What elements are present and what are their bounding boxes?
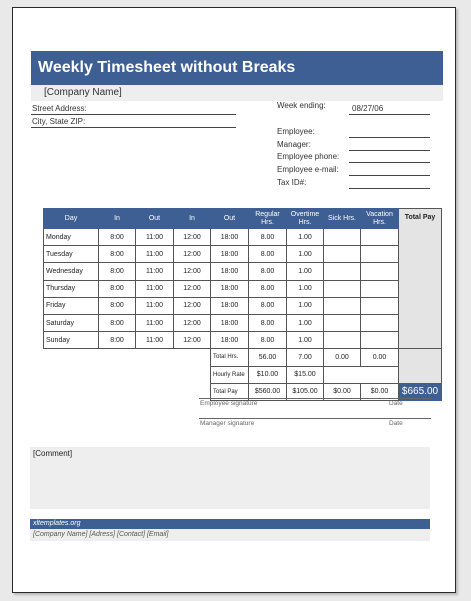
employee-signature-label: Employee signature <box>200 400 258 407</box>
employee-email-field[interactable] <box>349 175 430 176</box>
city-state-zip-label: City, State ZIP: <box>32 117 86 126</box>
overtime-hourly-rate[interactable]: $15.00 <box>287 366 324 383</box>
employee-signature-line[interactable] <box>199 398 431 407</box>
empty-cell <box>324 366 361 383</box>
regular-hrs-cell[interactable]: 8.00 <box>249 297 287 314</box>
comment-label: [Comment] <box>33 449 73 458</box>
out-1-cell[interactable]: 11:00 <box>136 246 174 263</box>
out-1-cell[interactable]: 11:00 <box>136 297 174 314</box>
empty-cell <box>44 383 99 400</box>
empty-cell <box>136 383 174 400</box>
city-state-zip-field[interactable] <box>31 127 236 128</box>
day-cell: Wednesday <box>44 263 99 280</box>
sick-hrs-cell[interactable] <box>324 246 361 263</box>
in-2-cell[interactable]: 12:00 <box>174 246 211 263</box>
empty-cell <box>99 383 136 400</box>
vacation-hrs-cell[interactable] <box>361 229 399 246</box>
in-1-cell[interactable]: 8:00 <box>99 263 136 280</box>
regular-pay: $560.00 <box>249 383 287 400</box>
empty-cell <box>174 366 211 383</box>
in-2-cell[interactable]: 12:00 <box>174 280 211 297</box>
overtime-hrs-cell[interactable]: 1.00 <box>287 297 324 314</box>
table-header-row <box>44 209 442 229</box>
total-pay-column-body <box>399 349 442 366</box>
sick-pay: $0.00 <box>324 383 361 400</box>
header-vacation-hrs: Vacation Hrs. <box>361 209 399 229</box>
in-2-cell[interactable]: 12:00 <box>174 263 211 280</box>
out-1-cell[interactable]: 11:00 <box>136 263 174 280</box>
total-pay-label: Total Pay <box>211 383 249 400</box>
regular-hrs-cell[interactable]: 8.00 <box>249 229 287 246</box>
in-2-cell[interactable]: 12:00 <box>174 297 211 314</box>
grand-total-pay: $665.00 <box>399 383 442 400</box>
total-regular-hrs: 56.00 <box>249 349 287 366</box>
out-1-cell[interactable]: 11:00 <box>136 314 174 331</box>
out-2-cell[interactable]: 18:00 <box>211 314 249 331</box>
overtime-hrs-cell[interactable]: 1.00 <box>287 263 324 280</box>
table-row <box>44 280 442 297</box>
total-hrs-label: Total Hrs. <box>211 349 249 366</box>
header-day: Day <box>44 209 99 229</box>
overtime-hrs-cell[interactable]: 1.00 <box>287 246 324 263</box>
out-2-cell[interactable]: 18:00 <box>211 229 249 246</box>
in-1-cell[interactable]: 8:00 <box>99 246 136 263</box>
employee-phone-field[interactable] <box>349 162 430 163</box>
header-in-1: In <box>99 209 136 229</box>
week-ending-value[interactable]: 08/27/06 <box>352 104 384 113</box>
header-out-1: Out <box>136 209 174 229</box>
table-row <box>44 263 442 280</box>
overtime-hrs-cell[interactable]: 1.00 <box>287 332 324 349</box>
overtime-pay: $105.00 <box>287 383 324 400</box>
regular-hrs-cell[interactable]: 8.00 <box>249 332 287 349</box>
table-row <box>44 314 442 331</box>
out-1-cell[interactable]: 11:00 <box>136 332 174 349</box>
header-in-2: In <box>174 209 211 229</box>
in-1-cell[interactable]: 8:00 <box>99 280 136 297</box>
vacation-hrs-cell[interactable] <box>361 246 399 263</box>
week-ending-label: Week ending: <box>277 101 326 110</box>
empty-cell <box>44 366 99 383</box>
page-title: Weekly Timesheet without Breaks <box>31 51 443 85</box>
total-sick-hrs: 0.00 <box>324 349 361 366</box>
manager-signature-label: Manager signature <box>200 420 255 427</box>
street-address-label: Street Address: <box>32 104 87 113</box>
vacation-hrs-cell[interactable] <box>361 263 399 280</box>
vacation-hrs-cell[interactable] <box>361 314 399 331</box>
empty-cell <box>44 349 99 366</box>
total-vacation-hrs: 0.00 <box>361 349 399 366</box>
manager-signature-date-label: Date <box>389 420 403 427</box>
tax-id-field[interactable] <box>349 188 430 189</box>
total-overtime-hrs: 7.00 <box>287 349 324 366</box>
empty-cell <box>136 366 174 383</box>
day-cell: Monday <box>44 229 99 246</box>
vacation-hrs-cell[interactable] <box>361 332 399 349</box>
footer-contact-info: [Company Name] [Adress] [Contact] [Email] <box>30 529 430 541</box>
vacation-hrs-cell[interactable] <box>361 280 399 297</box>
sick-hrs-cell[interactable] <box>324 229 361 246</box>
out-2-cell[interactable]: 18:00 <box>211 297 249 314</box>
table-row <box>44 229 442 246</box>
tax-id-label: Tax ID#: <box>277 178 307 187</box>
out-1-cell[interactable]: 11:00 <box>136 280 174 297</box>
overtime-hrs-cell[interactable]: 1.00 <box>287 280 324 297</box>
footer-website[interactable]: xltemplates.org <box>30 519 430 529</box>
company-name[interactable]: [Company Name] <box>31 85 443 101</box>
employee-field[interactable] <box>349 137 430 138</box>
sick-hrs-cell[interactable] <box>324 263 361 280</box>
sick-hrs-cell[interactable] <box>324 314 361 331</box>
hourly-rate-label: Hourly Rate <box>211 366 249 383</box>
day-cell: Tuesday <box>44 246 99 263</box>
empty-cell <box>136 349 174 366</box>
regular-hrs-cell[interactable]: 8.00 <box>249 263 287 280</box>
manager-signature-line[interactable] <box>199 418 431 427</box>
sick-hrs-cell[interactable] <box>324 297 361 314</box>
overtime-hrs-cell[interactable]: 1.00 <box>287 229 324 246</box>
header-regular-hrs: Regular Hrs. <box>249 209 287 229</box>
in-2-cell[interactable]: 12:00 <box>174 332 211 349</box>
total-hrs-row <box>44 349 442 366</box>
out-2-cell[interactable]: 18:00 <box>211 263 249 280</box>
vacation-hrs-cell[interactable] <box>361 297 399 314</box>
day-cell: Thursday <box>44 280 99 297</box>
manager-field[interactable] <box>349 150 430 151</box>
street-address-field[interactable] <box>31 114 236 115</box>
overtime-hrs-cell[interactable]: 1.00 <box>287 314 324 331</box>
table-row <box>44 332 442 349</box>
table-row <box>44 297 442 314</box>
sick-hrs-cell[interactable] <box>324 280 361 297</box>
header-out-2: Out <box>211 209 249 229</box>
in-2-cell[interactable]: 12:00 <box>174 314 211 331</box>
day-cell: Friday <box>44 297 99 314</box>
header-total-pay: Total Pay <box>399 209 442 349</box>
in-1-cell[interactable]: 8:00 <box>99 229 136 246</box>
sick-hrs-cell[interactable] <box>324 332 361 349</box>
out-2-cell[interactable]: 18:00 <box>211 246 249 263</box>
comment-box[interactable] <box>30 447 430 509</box>
header-sick-hrs: Sick Hrs. <box>324 209 361 229</box>
empty-cell <box>361 366 399 383</box>
regular-hrs-cell[interactable]: 8.00 <box>249 280 287 297</box>
employee-label: Employee: <box>277 127 315 136</box>
empty-cell <box>99 366 136 383</box>
week-ending-field <box>349 114 430 115</box>
regular-hourly-rate[interactable]: $10.00 <box>249 366 287 383</box>
regular-hrs-cell[interactable]: 8.00 <box>249 314 287 331</box>
total-pay-column-body <box>399 366 442 383</box>
header-overtime-hrs: Overtime Hrs. <box>287 209 324 229</box>
employee-email-label: Employee e-mail: <box>277 165 339 174</box>
manager-label: Manager: <box>277 140 311 149</box>
in-1-cell[interactable]: 8:00 <box>99 297 136 314</box>
out-1-cell[interactable]: 11:00 <box>136 229 174 246</box>
day-cell: Sunday <box>44 332 99 349</box>
empty-cell <box>174 349 211 366</box>
regular-hrs-cell[interactable]: 8.00 <box>249 246 287 263</box>
in-1-cell[interactable]: 8:00 <box>99 332 136 349</box>
employee-phone-label: Employee phone: <box>277 152 340 161</box>
empty-cell <box>99 349 136 366</box>
hourly-rate-row <box>44 366 442 383</box>
in-1-cell[interactable]: 8:00 <box>99 314 136 331</box>
day-cell: Saturday <box>44 314 99 331</box>
in-2-cell[interactable]: 12:00 <box>174 229 211 246</box>
employee-signature-date-label: Date <box>389 400 403 407</box>
out-2-cell[interactable]: 18:00 <box>211 280 249 297</box>
out-2-cell[interactable]: 18:00 <box>211 332 249 349</box>
table-row <box>44 246 442 263</box>
vacation-pay: $0.00 <box>361 383 399 400</box>
timesheet-table <box>43 208 442 401</box>
